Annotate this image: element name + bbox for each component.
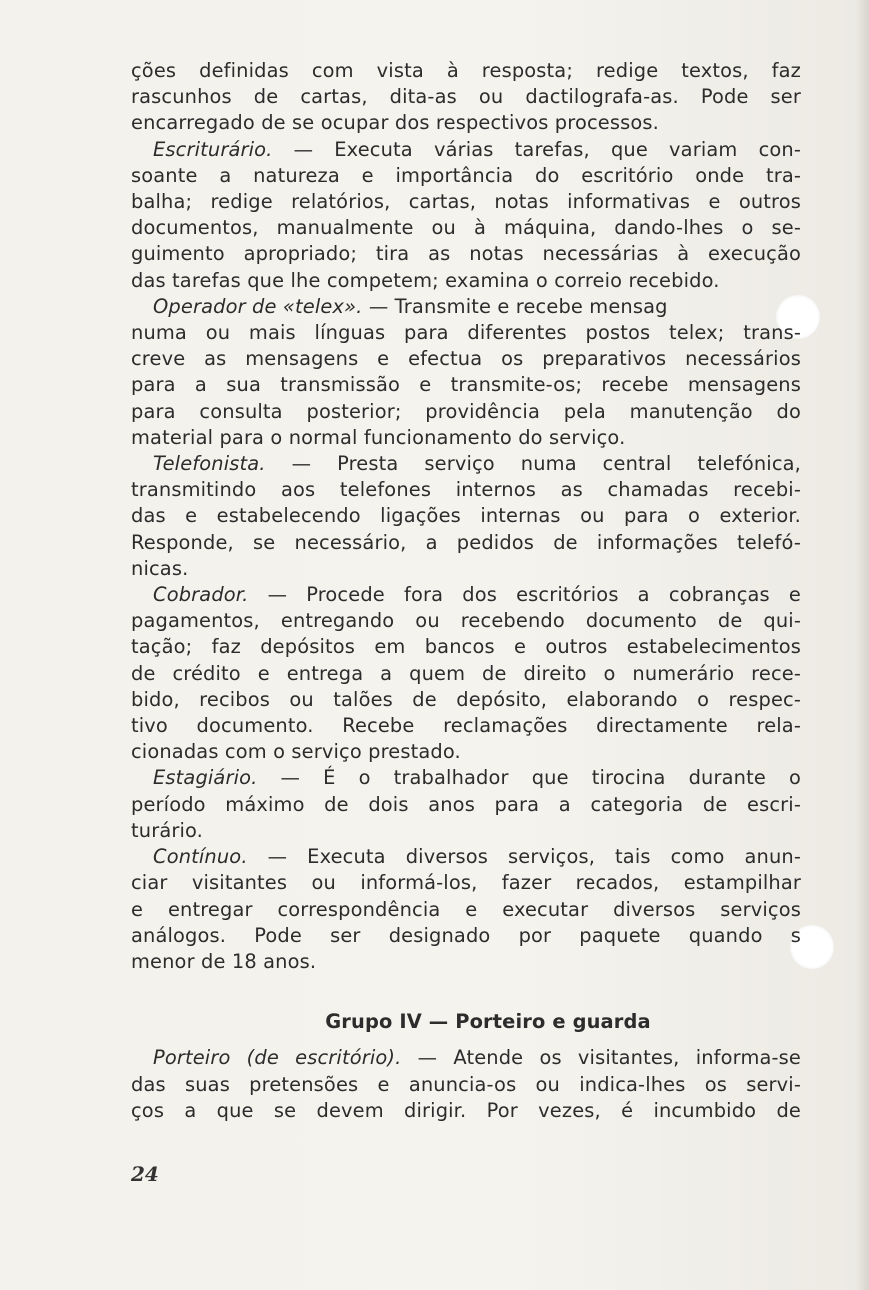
text-line: ções definidas com vista à resposta; redige textos, faz <box>131 59 801 82</box>
paragraph-cobrador <box>131 582 801 765</box>
text-line: turário. <box>131 818 203 842</box>
page-number: 24 <box>131 1162 159 1186</box>
text-line: balha; redige relatórios, cartas, notas informativas e outros <box>131 190 801 214</box>
paragraph-escriturario <box>131 137 801 294</box>
paragraph-estagiario <box>131 765 801 844</box>
term-label: Estagiário. <box>153 766 258 790</box>
text-line: ciar visitantes ou informá-los, fazer recados, estampilhar <box>131 871 801 895</box>
text-line: das suas pretensões e anuncia-os ou indica-lhes os servi- <box>131 1072 801 1096</box>
text-line: rascunhos de cartas, dita-as ou dactilografa-as. Pode ser <box>131 85 801 109</box>
text-line: e entregar correspondência e executar diversos serviços <box>131 897 801 921</box>
body-text <box>131 58 801 1124</box>
text-line: tivo documento. Recebe reclamações directamente rela- <box>131 714 801 738</box>
text-line: das tarefas que lhe competem; examina o correio recebido. <box>131 268 720 292</box>
text-line: guimento apropriado; tira as notas necessárias à execução <box>131 242 801 266</box>
text-line: material para o normal funcionamento do serviço. <box>131 425 626 449</box>
paragraph-telefonista <box>131 451 801 582</box>
text-line: de crédito e entrega a quem de direito o numerário rece- <box>131 661 801 685</box>
text-line: tação; faz depósitos em bancos e outros estabelecimentos <box>131 635 801 659</box>
text-line: ços a que se devem dirigir. Por vezes, é incumbido de <box>131 1098 801 1122</box>
text-fragment: — Executa várias tarefas, que variam con- <box>272 137 801 161</box>
text-fragment: — Presta serviço numa central telefónica, <box>265 452 801 476</box>
text-line: para consulta posterior; providência pela manutenção do <box>131 399 801 423</box>
text-line: Responde, se necessário, a pedidos de informações telefó- <box>131 530 801 554</box>
page-edge-shadow <box>855 0 869 1290</box>
section-heading: Grupo IV — Porteiro e guarda <box>325 1010 651 1034</box>
text-line: transmitindo aos telefones internos as chamadas recebi- <box>131 478 801 502</box>
term-label: Contínuo. <box>153 845 248 869</box>
text-line <box>131 294 801 320</box>
term-label: Escriturário. <box>153 137 273 161</box>
text-line: documentos, manualmente ou à máquina, dando-lhes o se- <box>131 216 801 240</box>
text-fragment: — É o trabalhador que tirocina durante o <box>257 766 801 790</box>
text-line: bido, recibos ou talões de depósito, elaborando o respec- <box>131 687 801 711</box>
term-label: Operador de «telex». <box>153 294 363 318</box>
text-line <box>131 582 801 608</box>
text-line <box>131 137 801 163</box>
paragraph-continuo <box>131 844 801 975</box>
term-label: Porteiro (de escritório). <box>153 1046 402 1070</box>
text-line: pagamentos, entregando ou recebendo documento de qui- <box>131 609 801 633</box>
text-line <box>131 451 801 477</box>
text-line: análogos. Pode ser designado por paquete quando s <box>131 923 801 947</box>
text-line: menor de 18 anos. <box>131 949 317 973</box>
text-fragment: — Atende os visitantes, informa-se <box>401 1046 801 1070</box>
text-line <box>131 1045 801 1071</box>
text-line: das e estabelecendo ligações internas ou para o exterior. <box>131 504 801 528</box>
paragraph <box>131 58 801 137</box>
text-line: encarregado de se ocupar dos respectivos processos. <box>131 111 659 135</box>
paragraph-porteiro <box>131 1045 801 1124</box>
text-line <box>131 844 801 870</box>
text-line: período máximo de dois anos para a categoria de escri- <box>131 792 801 816</box>
term-label: Telefonista. <box>153 452 266 476</box>
text-line: para a sua transmissão e transmite-os; recebe mensagens <box>131 373 801 397</box>
text-line: nicas. <box>131 556 189 580</box>
text-line: cionadas com o serviço prestado. <box>131 740 461 764</box>
text-line: soante a natureza e importância do escritório onde tra- <box>131 163 801 187</box>
text-line: numa ou mais línguas para diferentes postos telex; trans- <box>131 321 801 345</box>
text-fragment: — Procede fora dos escritórios a cobranças e <box>248 583 801 607</box>
text-line <box>131 765 801 791</box>
text-fragment: — Transmite e recebe mensag <box>362 294 668 318</box>
text-fragment: — Executa diversos serviços, tais como anun- <box>247 845 801 869</box>
text-line: creve as mensagens e efectua os preparativos necessários <box>131 347 801 371</box>
term-label: Cobrador. <box>153 583 249 607</box>
paragraph-operador-telex <box>131 294 801 451</box>
